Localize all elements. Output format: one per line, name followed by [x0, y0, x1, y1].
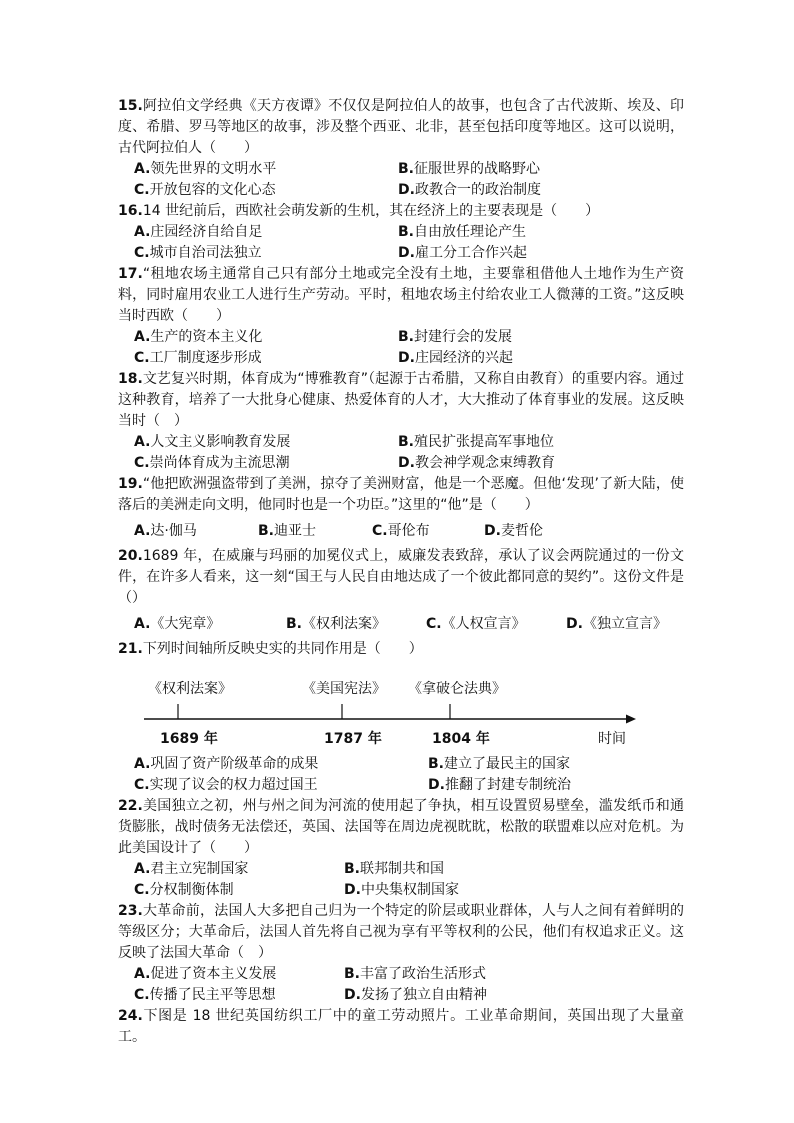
options: [118, 222, 684, 264]
question-stem: 大革命前，法国人大多把自己归为一个特定的阶层或职业群体，人与人之间有着鲜明的等级区分；大革命后，法国人首先将自己视为享有平等权利的公民，他们有权追求正义。这反映了法国大革命（ ）: [118, 903, 684, 961]
option-c[interactable]: C.开放包容的文化心态: [134, 182, 276, 198]
options: [118, 859, 684, 901]
question-stem: 14 世纪前后，西欧社会萌发新的生机，其在经济上的主要表现是（ ）: [142, 203, 600, 219]
timeline-event-label: 《美国宪法》: [302, 681, 386, 697]
timeline-year-label: 1804 年: [432, 731, 490, 747]
question-stem: 下图是 18 世纪英国纺织工厂中的童工劳动照片。工业革命期间，英国出现了大量童工。: [118, 1008, 684, 1045]
option-a[interactable]: A.促进了资本主义发展: [134, 966, 277, 982]
option-a[interactable]: A.人文主义影响教育发展: [134, 434, 291, 450]
timeline-axis-label: 时间: [598, 731, 626, 747]
option-b[interactable]: B.封建行会的发展: [398, 329, 512, 345]
option-d[interactable]: D.中央集权制国家: [344, 882, 459, 898]
timeline-event-label: 《拿破仑法典》: [408, 681, 506, 697]
option-d[interactable]: D.麦哲伦: [484, 523, 543, 539]
option-a[interactable]: A.领先世界的文明水平: [134, 161, 277, 177]
option-c[interactable]: C.城市自治司法独立: [134, 245, 262, 261]
timeline-figure: [118, 666, 684, 750]
question-stem: “租地农场主通常自己只有部分土地或完全没有土地，主要靠租借他人土地作为生产资料，同时雇用农业工人进行生产劳动。平时，租地农场主付给农业工人微薄的工资。”这反映当时西欧（ ）: [118, 266, 684, 324]
options: [118, 432, 684, 474]
question-21: [118, 639, 684, 796]
option-c[interactable]: C.哥伦布: [372, 523, 430, 539]
timeline-year-label: 1689 年: [160, 731, 218, 747]
option-b[interactable]: B.自由放任理论产生: [398, 224, 526, 240]
timeline-year-label: 1787 年: [324, 731, 382, 747]
option-b[interactable]: B.建立了最民主的国家: [428, 756, 570, 772]
option-b[interactable]: B.殖民扩张提高军事地位: [398, 434, 554, 450]
option-a[interactable]: A.君主立宪制国家: [134, 861, 249, 877]
question-number: 16.: [118, 203, 143, 219]
question-stem: 1689 年，在威廉与玛丽的加冕仪式上，威廉发表致辞，承认了议会两院通过的一份文件，在许多人看来，这一刻“国王与人民自由地达成了一个彼此都同意的契约”。这份文件是（）: [118, 548, 684, 606]
option-a[interactable]: A.庄园经济自给自足: [134, 224, 263, 240]
question-19: [118, 474, 684, 542]
question-stem: 下列时间轴所反映史实的共同作用是（ ）: [142, 641, 423, 657]
question-20: [118, 546, 684, 635]
question-16: [118, 201, 684, 264]
question-number: 20.: [118, 548, 143, 564]
option-a[interactable]: A.生产的资本主义化: [134, 329, 263, 345]
question-22: [118, 796, 684, 901]
timeline-event-label: 《权利法案》: [148, 681, 232, 697]
question-number: 19.: [118, 476, 143, 492]
question-number: 24.: [118, 1008, 143, 1024]
question-number: 23.: [118, 903, 143, 919]
question-23: [118, 901, 684, 1006]
option-b[interactable]: B.征服世界的战略野心: [398, 161, 540, 177]
question-number: 17.: [118, 266, 143, 282]
question-stem: 美国独立之初，州与州之间为河流的使用起了争执，相互设置贸易壁垒，滥发纸币和通货膨胀，战时债务无法偿还，英国、法国等在周边虎视眈眈，松散的联盟难以应对危机。为此美国设计了（ ）: [118, 798, 684, 856]
option-d[interactable]: D.发扬了独立自由精神: [344, 987, 487, 1003]
question-number: 21.: [118, 641, 143, 657]
question-24: [118, 1006, 684, 1048]
option-c[interactable]: C.《人权宣言》: [426, 616, 526, 632]
options: [118, 520, 684, 542]
option-d[interactable]: D.雇工分工合作兴起: [398, 245, 527, 261]
option-c[interactable]: C.分权制衡体制: [134, 882, 234, 898]
options: [118, 964, 684, 1006]
exam-page: [118, 96, 684, 1048]
options: [118, 159, 684, 201]
option-d[interactable]: D.教会神学观念束缚教育: [398, 455, 555, 471]
option-b[interactable]: B.丰富了政治生活形式: [344, 966, 486, 982]
option-c[interactable]: C.崇尚体育成为主流思潮: [134, 455, 290, 471]
option-a[interactable]: A.《大宪章》: [134, 616, 221, 632]
question-stem: 文艺复兴时期，体育成为“博雅教育”（起源于古希腊，又称自由教育）的重要内容。通过这种教育，培养了一大批身心健康、热爱体育的人才，大大推动了体育事业的发展。这反映当时（ ）: [118, 371, 684, 429]
option-b[interactable]: B.联邦制共和国: [344, 861, 444, 877]
question-stem: “他把欧洲强盗带到了美洲，掠夺了美洲财富，他是一个恶魔。但他‘发现’了新大陆，使落后的美洲走向文明，他同时也是一个功臣。”这里的“他”是（ ）: [118, 476, 684, 513]
options: [118, 613, 684, 635]
option-c[interactable]: C.工厂制度逐步形成: [134, 350, 262, 366]
option-c[interactable]: C.实现了议会的权力超过国王: [134, 777, 318, 793]
timeline-arrowhead: [626, 715, 636, 724]
option-d[interactable]: D.《独立宣言》: [566, 616, 667, 632]
question-15: [118, 96, 684, 201]
option-d[interactable]: D.庄园经济的兴起: [398, 350, 513, 366]
options: [118, 754, 684, 796]
question-number: 22.: [118, 798, 143, 814]
option-b[interactable]: B.《权利法案》: [286, 616, 386, 632]
option-a[interactable]: A.达·伽马: [134, 523, 197, 539]
option-b[interactable]: B.迪亚士: [258, 523, 316, 539]
option-d[interactable]: D.推翻了封建专制统治: [428, 777, 571, 793]
question-number: 18.: [118, 371, 143, 387]
options: [118, 327, 684, 369]
question-17: [118, 264, 684, 369]
question-stem: 阿拉伯文学经典《天方夜谭》不仅仅是阿拉伯人的故事，也包含了古代波斯、埃及、印度、希腊、罗马等地区的故事，涉及整个西亚、北非，甚至包括印度等地区。这可以说明，古代阿拉伯人（ ）: [118, 98, 684, 156]
option-c[interactable]: C.传播了民主平等思想: [134, 987, 276, 1003]
option-d[interactable]: D.政教合一的政治制度: [398, 182, 541, 198]
question-number: 15.: [118, 98, 143, 114]
question-18: [118, 369, 684, 474]
option-a[interactable]: A.巩固了资产阶级革命的成果: [134, 756, 319, 772]
